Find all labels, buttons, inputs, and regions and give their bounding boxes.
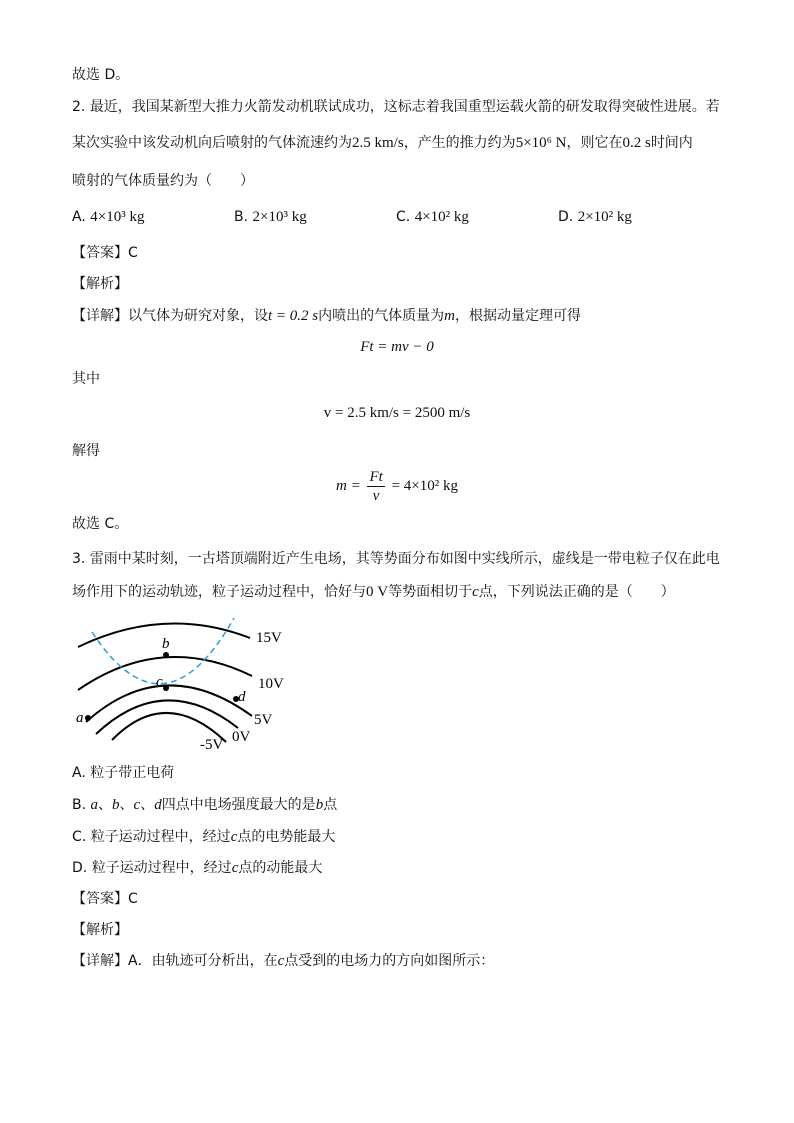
q3-option-c-pre: 粒子运动过程中，经过	[90, 829, 231, 845]
q3-text-2b: 等势面相切于	[388, 584, 473, 600]
label-neg5v: -5V	[200, 737, 224, 753]
q3-option-d-end: 点的动能最大	[238, 860, 323, 876]
label-c: c	[156, 674, 163, 690]
q2-text-2c: ，则它在	[566, 135, 623, 151]
q3-text-2a: 场作用下的运动轨迹，粒子运动过程中，恰好与	[72, 584, 366, 600]
q2-option-b-letter: B.	[234, 209, 249, 225]
q2-detail-text-a: 【详解】以气体为研究对象，设	[72, 308, 268, 324]
q2-option-d-value: 2×10² kg	[577, 209, 632, 225]
point-c-dot	[163, 685, 169, 691]
q3-text-1: 雷雨中某时刻，一古塔顶端附近产生电场，其等势面分布如图中实线所示，虚线是一带电粒子仅在此电	[89, 551, 720, 567]
q2-text-2d: 时间内	[650, 135, 693, 151]
q3-option-b-sep1: 、	[98, 797, 113, 813]
q2-option-b-value: 2×10³ kg	[252, 209, 307, 225]
q3-option-c	[72, 826, 335, 848]
q2-detail	[72, 305, 581, 327]
q3-option-b-a: a	[90, 797, 99, 813]
q3-text-2c: 点，下列说法正确的是（ ）	[478, 584, 675, 600]
q3-option-b-c: c	[133, 797, 141, 813]
q3-option-b-rest: 四点中电场强度最大的是	[161, 797, 316, 813]
q3-option-b-sep3: 、	[140, 797, 155, 813]
q2-detail-text-c: ，根据动量定理可得	[454, 308, 581, 324]
q3-option-c-point: c	[230, 829, 238, 845]
label-a: a	[76, 710, 84, 726]
q3-option-b-sep2: 、	[119, 797, 134, 813]
q3-detail-text-b: 点受到的电场力的方向如图所示：	[284, 953, 495, 969]
q2-equation-2: v = 2.5 km/s = 2500 m/s	[323, 405, 471, 421]
q2-solve-label: 解得	[72, 443, 100, 459]
q3-point-c: c	[472, 584, 479, 600]
q3-detail	[72, 950, 494, 972]
q3-option-b-d: d	[154, 797, 162, 813]
q2-speed: 2.5 km/s	[352, 135, 404, 151]
q3-option-d-pre: 粒子运动过程中，经过	[91, 860, 232, 876]
q2-where-label: 其中	[72, 371, 100, 387]
q2-text-line-2	[72, 132, 693, 154]
q2-option-a-letter: A.	[72, 209, 86, 225]
equipotential-0v	[96, 700, 238, 734]
q2-eq3-numerator: Ft	[369, 469, 383, 486]
q2-force: 5×10⁶ N	[515, 135, 567, 151]
q2-text-2b: ，产生的推力约为	[403, 135, 516, 151]
equipotential-figure	[70, 612, 310, 754]
label-0v: 0V	[232, 729, 251, 745]
q3-option-b-end: 点	[323, 797, 338, 813]
q3-option-b-letter: B.	[72, 797, 87, 813]
q2-text-line-3: 喷射的气体质量约为（ ）	[72, 173, 254, 189]
q2-equation-1: Ft = mv − 0	[360, 339, 434, 355]
q3-detail-point: c	[277, 953, 285, 969]
q2-answer: 【答案】C	[72, 245, 138, 261]
q3-number: 3.	[72, 551, 86, 567]
q2-option-d	[558, 206, 632, 228]
q2-text-line-1	[72, 96, 720, 118]
point-a-dot	[85, 715, 91, 721]
label-10v: 10V	[258, 676, 284, 692]
q3-option-b-point: b	[315, 797, 324, 813]
label-5v: 5V	[254, 712, 273, 728]
q3-detail-text-a: 【详解】A．由轨迹可分析出，在	[72, 953, 278, 969]
q3-option-c-letter: C.	[72, 829, 87, 845]
label-15v: 15V	[256, 630, 282, 646]
q2-equation-3	[0, 466, 794, 506]
q3-text-line-1	[72, 548, 720, 570]
point-b-dot	[163, 652, 169, 658]
q2-option-a-value: 4×10³ kg	[90, 209, 145, 225]
q2-analysis-label: 【解析】	[72, 276, 128, 292]
q3-option-d-letter: D.	[72, 860, 88, 876]
q2-eq3-lhs: m =	[336, 478, 361, 494]
q3-analysis-label: 【解析】	[72, 922, 128, 938]
q3-option-d-point: c	[231, 860, 239, 876]
q3-option-d	[72, 857, 322, 879]
q3-option-c-end: 点的电势能最大	[237, 829, 336, 845]
q3-option-a-letter: A.	[72, 765, 86, 781]
equipotential-5v	[86, 685, 252, 722]
q2-detail-mass: m	[444, 308, 455, 324]
q2-time: 0.2 s	[622, 135, 651, 151]
q3-zero-v: 0 V	[366, 584, 389, 600]
q3-option-b-b: b	[112, 797, 120, 813]
q2-option-d-letter: D.	[558, 209, 574, 225]
q2-eq3-denominator: v	[372, 488, 380, 505]
q2-option-c-letter: C.	[396, 209, 411, 225]
q2-detail-time: t = 0.2 s	[268, 308, 319, 324]
prev-conclusion: 故选 D。	[72, 67, 130, 83]
q2-text-2a: 某次实验中该发动机向后喷射的气体流速约为	[72, 135, 352, 151]
q2-conclusion: 故选 C。	[72, 516, 129, 532]
q2-option-c	[396, 206, 469, 228]
label-b: b	[162, 636, 170, 652]
q2-text-1: 最近，我国某新型大推力火箭发动机联试成功，这标志着我国重型运载火箭的研发取得突破性进展。若	[89, 99, 720, 115]
q3-option-b	[72, 794, 337, 816]
q2-option-a	[72, 206, 144, 228]
q2-detail-text-b: 内喷出的气体质量为	[318, 308, 445, 324]
q2-option-c-value: 4×10² kg	[414, 209, 469, 225]
q2-option-b	[234, 206, 307, 228]
q3-option-a	[72, 762, 174, 784]
q3-option-a-text: 粒子带正电荷	[90, 765, 175, 781]
q2-number: 2.	[72, 99, 86, 115]
q3-answer: 【答案】C	[72, 891, 138, 907]
q2-eq3-rhs: = 4×10² kg	[391, 478, 458, 494]
label-d: d	[238, 689, 246, 705]
q3-text-line-2	[72, 581, 675, 603]
q2-eq3-fraction	[367, 468, 384, 505]
